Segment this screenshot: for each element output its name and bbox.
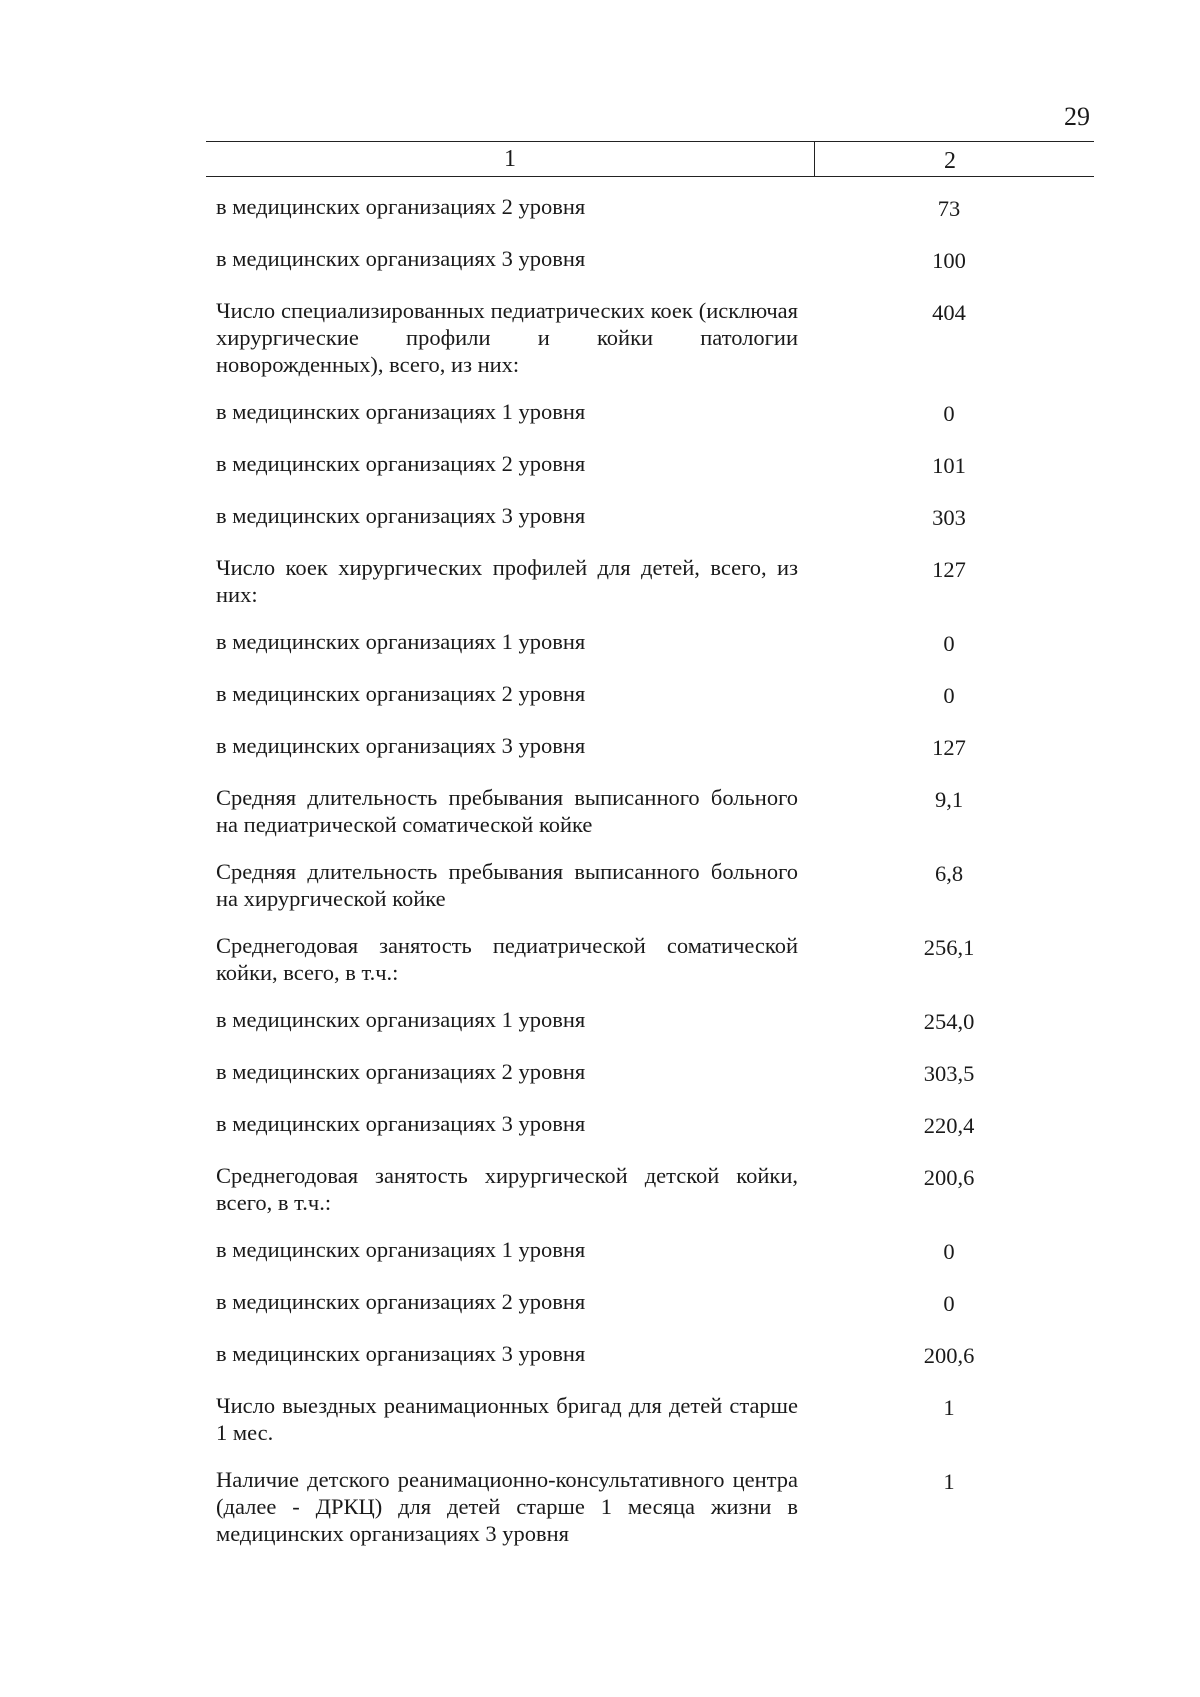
table-row xyxy=(206,680,1094,709)
table-header xyxy=(206,141,1094,177)
row-label: в медицинских организациях 1 уровня xyxy=(216,399,586,424)
row-label: Наличие детского реанимационно-консультативного центра (далее - ДРКЦ) для детей старше 1 месяца жизни в медицинских организациях 3 уровня xyxy=(216,1467,798,1546)
row-label: в медицинских организациях 2 уровня xyxy=(216,194,586,219)
row-label: Число выездных реанимационных бригад для детей старше 1 мес. xyxy=(216,1393,798,1445)
row-value: 0 xyxy=(943,683,955,708)
table-row xyxy=(206,858,1094,912)
table-row xyxy=(206,1392,1094,1446)
row-label: Число специализированных педиатрических коек (исключая хирургические профили и койки патологии новорожденных), всего, из них: xyxy=(216,298,798,377)
row-value: 101 xyxy=(932,453,966,478)
row-value: 1 xyxy=(943,1469,955,1494)
row-label: в медицинских организациях 3 уровня xyxy=(216,1111,586,1136)
row-label: в медицинских организациях 2 уровня xyxy=(216,1059,586,1084)
row-label: в медицинских организациях 3 уровня xyxy=(216,503,586,528)
row-label: в медицинских организациях 2 уровня xyxy=(216,681,586,706)
row-value: 303 xyxy=(932,505,966,530)
row-label: в медицинских организациях 3 уровня xyxy=(216,733,586,758)
table-body xyxy=(206,177,1094,1547)
row-label: в медицинских организациях 1 уровня xyxy=(216,629,586,654)
row-label: в медицинских организациях 3 уровня xyxy=(216,246,586,271)
row-value: 220,4 xyxy=(923,1113,975,1138)
header-col-2: 2 xyxy=(944,148,956,174)
row-label: Среднегодовая занятость педиатрической соматической койки, всего, в т.ч.: xyxy=(216,933,798,985)
row-value: 0 xyxy=(943,631,955,656)
row-label: в медицинских организациях 3 уровня xyxy=(216,1341,586,1366)
table-row xyxy=(206,932,1094,986)
row-label: в медицинских организациях 1 уровня xyxy=(216,1237,586,1262)
table-row xyxy=(206,398,1094,427)
row-value: 200,6 xyxy=(923,1343,975,1368)
table-row xyxy=(206,784,1094,838)
table-row xyxy=(206,628,1094,657)
row-label: в медицинских организациях 2 уровня xyxy=(216,1289,586,1314)
table-row xyxy=(206,1006,1094,1035)
row-value: 303,5 xyxy=(923,1061,975,1086)
row-value: 0 xyxy=(943,401,955,426)
header-col-1: 1 xyxy=(206,142,815,176)
row-value: 127 xyxy=(932,735,966,760)
row-value: 254,0 xyxy=(923,1009,975,1034)
row-value: 127 xyxy=(932,557,966,582)
table-row xyxy=(206,1340,1094,1369)
row-value: 6,8 xyxy=(934,861,964,886)
row-value: 0 xyxy=(943,1239,955,1264)
table-row xyxy=(206,1288,1094,1317)
table-row xyxy=(206,502,1094,531)
indicators-table xyxy=(206,141,1094,1567)
row-value: 0 xyxy=(943,1291,955,1316)
table-row xyxy=(206,450,1094,479)
table-row xyxy=(206,1110,1094,1139)
table-row xyxy=(206,554,1094,608)
table-row xyxy=(206,297,1094,378)
row-label: в медицинских организациях 1 уровня xyxy=(216,1007,586,1032)
table-row xyxy=(206,1162,1094,1216)
table-row xyxy=(206,1236,1094,1265)
row-label: в медицинских организациях 2 уровня xyxy=(216,451,586,476)
row-value: 100 xyxy=(932,248,966,273)
row-value: 256,1 xyxy=(923,935,975,960)
table-row xyxy=(206,1466,1094,1547)
table-row xyxy=(206,1058,1094,1087)
row-value: 404 xyxy=(932,300,966,325)
row-value: 1 xyxy=(943,1395,955,1420)
table-row xyxy=(206,193,1094,222)
row-label: Средняя длительность пребывания выписанного больного на хирургической койке xyxy=(216,859,798,911)
table-row xyxy=(206,732,1094,761)
row-value: 9,1 xyxy=(934,787,964,812)
row-label: Среднегодовая занятость хирургической детской койки, всего, в т.ч.: xyxy=(216,1163,798,1215)
row-label: Число коек хирургических профилей для детей, всего, из них: xyxy=(216,555,798,607)
page-number: 29 xyxy=(1064,102,1090,131)
row-value: 73 xyxy=(937,196,961,221)
table-row xyxy=(206,245,1094,274)
row-label: Средняя длительность пребывания выписанного больного на педиатрической соматической койке xyxy=(216,785,798,837)
row-value: 200,6 xyxy=(923,1165,975,1190)
